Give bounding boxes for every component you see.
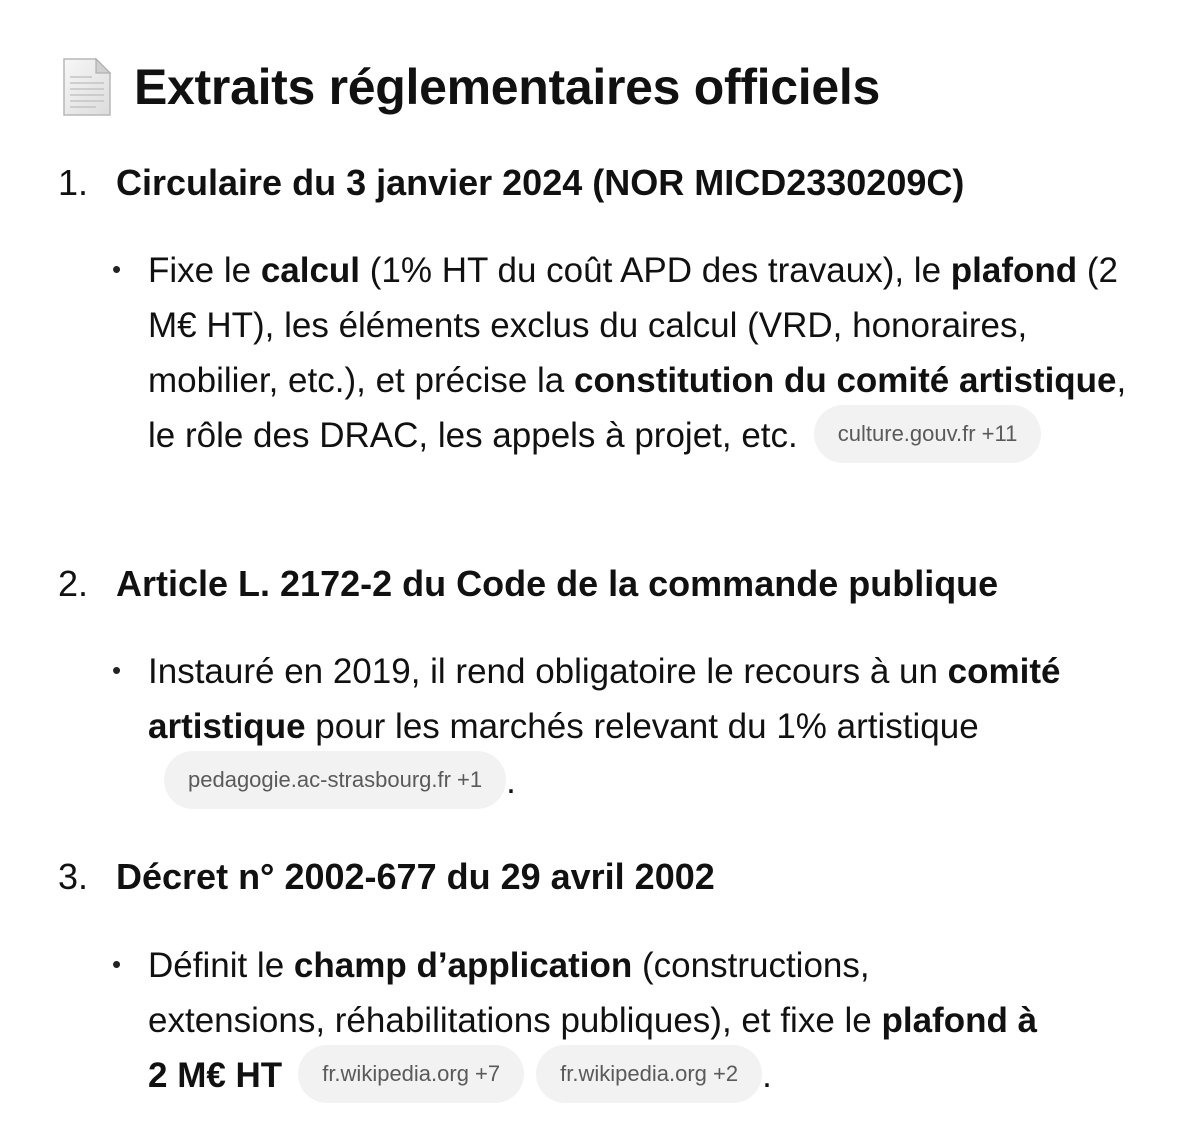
bold-term: plafond à 2 M€ HT — [148, 1001, 1038, 1095]
bullet-point: • — [112, 949, 122, 979]
document-icon — [60, 57, 112, 117]
item-description: Instauré en 2019, il rend obligatoire le recours à un comité artistique pour les marchés relevant du 1% artistiquepedagogie.ac-strasbourg.fr +1 . — [148, 644, 1108, 813]
section-title: Extraits réglementaires officiels — [134, 59, 880, 115]
item-number: 3. — [58, 856, 89, 897]
item-title: Circulaire du 3 janvier 2024 (NOR MICD2330209C) — [116, 162, 965, 203]
source-chip[interactable]: culture.gouv.fr +11 — [814, 405, 1042, 463]
item-description: Fixe le calcul (1% HT du coût APD des travaux), le plafond (2 M€ HT), les éléments exclus du calcul (VRD, honoraires, mobilier, etc.), et précise la constitution du comité artistique, le rôle des DRAC, les appels à projet, etc. culture.gouv.fr +11 — [148, 243, 1158, 467]
item-number: 1. — [58, 162, 89, 203]
item-title: Article L. 2172-2 du Code de la commande publique — [116, 563, 999, 604]
bold-term: calcul — [260, 251, 361, 290]
bold-term: plafond — [950, 251, 1078, 290]
bold-term: constitution du comité artistique — [574, 361, 1117, 400]
section-heading — [60, 52, 880, 122]
source-chip[interactable]: pedagogie.ac-strasbourg.fr +1 — [164, 751, 506, 809]
bullet-point: • — [112, 254, 122, 284]
item-description: Définit le champ d’application (constructions, extensions, réhabilitations publiques), et fixe le plafond à 2 M€ HT fr.wikipedia.org +7 fr.wikipedia.org +2 . — [148, 938, 1048, 1107]
bold-term: comité artistique — [148, 652, 1061, 746]
source-chip[interactable]: fr.wikipedia.org +2 — [536, 1045, 762, 1103]
item-title: Décret n° 2002-677 du 29 avril 2002 — [116, 856, 715, 897]
source-chip[interactable]: fr.wikipedia.org +7 — [298, 1045, 524, 1103]
bullet-point: • — [112, 655, 122, 685]
bold-term: champ d’application — [293, 946, 633, 985]
item-number: 2. — [58, 563, 89, 604]
